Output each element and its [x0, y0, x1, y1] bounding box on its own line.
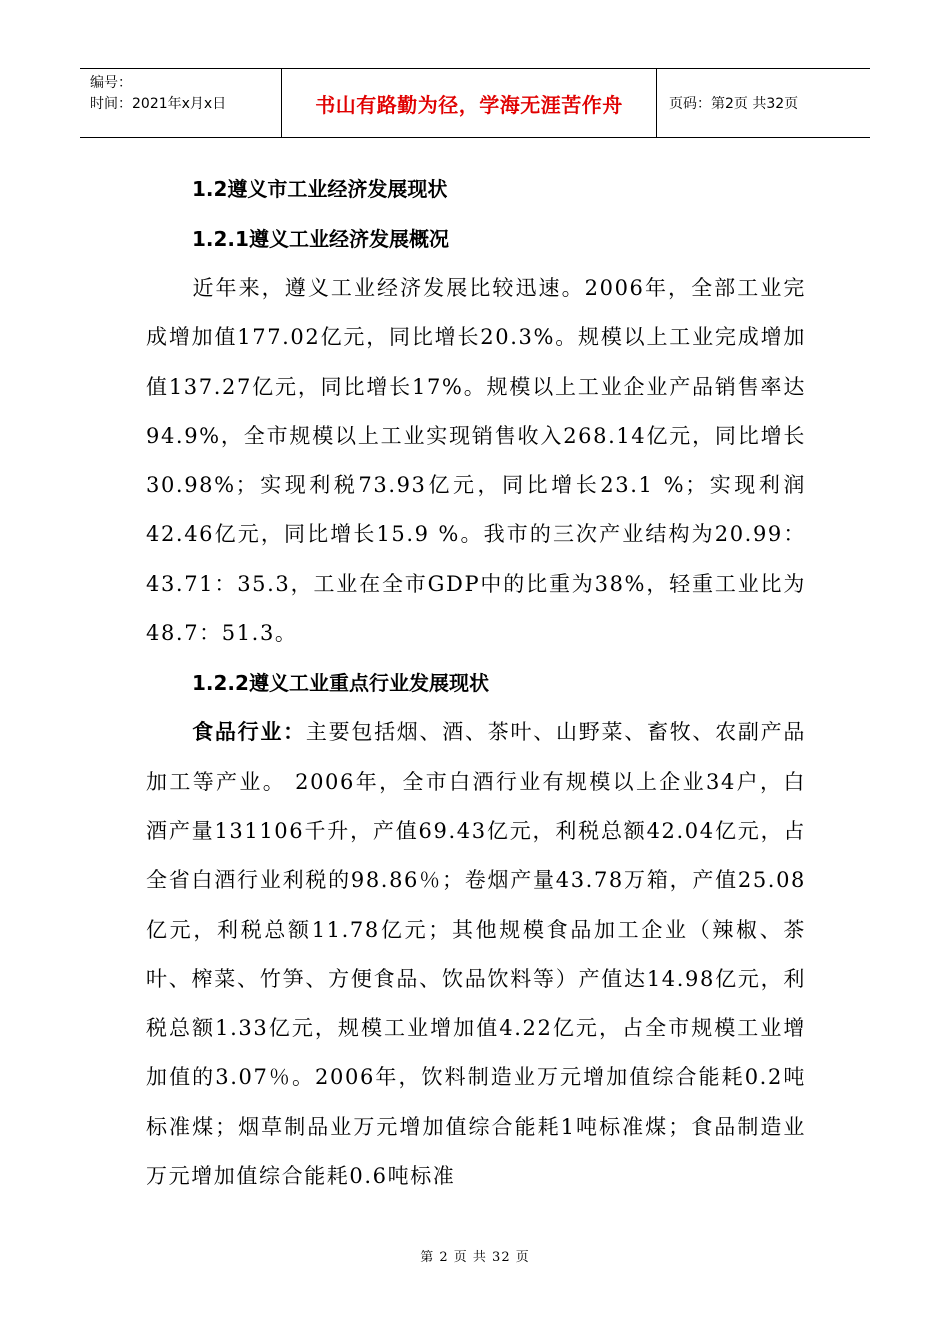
paragraph-overview — [146, 264, 806, 658]
time-label: 时间：2021年x月x日 — [90, 96, 227, 112]
paragraph-food-industry — [146, 708, 806, 1201]
section-heading-1-2-2: 1.2.2遵义工业重点行业发展现状 — [192, 671, 489, 696]
section-heading-1-2-1: 1.2.1遵义工业经济发展概况 — [192, 227, 449, 251]
document-body — [146, 164, 806, 1201]
page-footer: 第 2 页 共 32 页 — [420, 1250, 530, 1265]
paragraph-overview-text: 近年来，遵义工业经济发展比较迅速。2006年，全部工业完成增加值177.02亿元，同比增长20.3%。规模以上工业完成增加值137.27亿元，同比增长17%。规模以上工业企业产品销售率达94.9%，全市规模以上工业实现销售收入268.14亿元，同比增长30.98%；实现利税73.93亿元，同比增长23.1 %；实现利润42.46亿元，同比增长15.9 %。我市的三次产业结构为20.99：43.71：35.3，工业在全市GDP中的比重为38%，轻重工业比为48.7：51.3。 — [146, 276, 806, 646]
section-heading-1-2: 1.2遵义市工业经济发展现状 — [192, 177, 448, 201]
header-meta-cell — [80, 69, 282, 137]
document-header — [80, 68, 870, 138]
number-label: 编号： — [90, 75, 132, 91]
paragraph-food-industry-text: 主要包括烟、酒、茶叶、山野菜、畜牧、农副产品加工等产业。 2006年，全市白酒行业有规模以上企业34户，白酒产量131106千升，产值69.43亿元，利税总额42.04亿元，占全省白酒行业利税的98.86％；卷烟产量43.78万箱，产值25.08亿元，利税总额11.78亿元；其他规模食品加工企业（辣椒、茶叶、榨菜、竹笋、方便食品、饮品饮料等）产值达14.98亿元，利税总额1.33亿元，规模工业增加值4.22亿元，占全市规模工业增加值的3.07％。2006年，饮料制造业万元增加值综合能耗0.2吨标准煤；烟草制品业万元增加值综合能耗1吨标准煤；食品制造业万元增加值综合能耗0.6吨标准 — [146, 720, 806, 1189]
page-info: 页码：第2页 共32页 — [669, 96, 799, 112]
food-industry-lead: 食品行业： — [192, 720, 306, 745]
header-motto-cell — [282, 69, 657, 137]
header-page-cell — [657, 69, 870, 137]
motto-text: 书山有路勤为径，学海无涯苦作舟 — [315, 92, 623, 117]
